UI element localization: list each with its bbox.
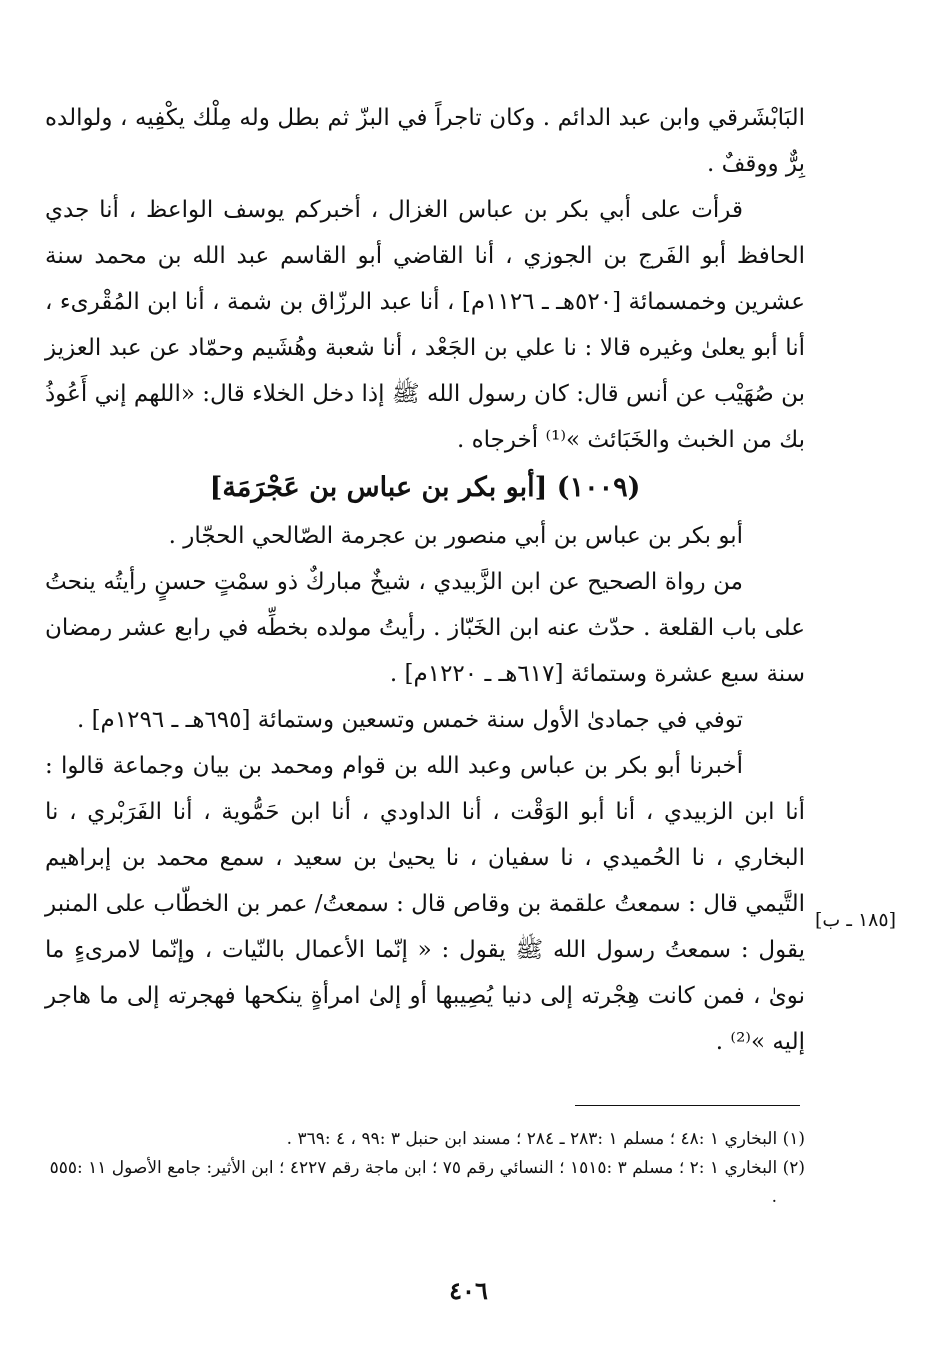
entry-biography: من رواة الصحيح عن ابن الزَّبيدي ، شيخٌ مباركٌ ذو سمْتٍ حسنٍ رأيتُه ينحتُ على باب القلعة . حدّث عنه ابن الخَبّاز . رأيتُ مولده بخطِّه في رابع عشر رمضان سنة سبع عشرة وستمائة [٦١٧هـ ـ ١٢٢٠م] . (45, 569, 805, 687)
footnotes (45, 1125, 805, 1212)
footnote-1: (١) البخاري ١ :٤٨ ؛ مسلم ١ :٢٨٣ ـ ٢٨٤ ؛ مسند ابن حنبل ٣ :٩٩ ، ٤ :٣٦٩ . (286, 1129, 805, 1149)
hadith-paragraph-1: قرأت على أبي بكر بن عباس الغزال ، أخبركم يوسف الواعظ ، أنا جدي الحافظ أبو الفَرج بن الجوزي ، أنا القاضي أبو القاسم عبد الله بن محمد سنة عشرين وخمسمائة [٥٢٠هـ ـ ١١٢٦م] ، أنا عبد الرزّاق بن شمة ، أنا ابن المُقْرىء ، أنا أبو يعلىٰ وغيره قالا : نا علي بن الجَعْد ، أنا شعبة وهُشَيم وحمّاد عن عبد العزيز بن صُهَيْب عن أنس قال: كان رسول الله ﷺ إذا دخل الخلاء قال: «اللهم إني أَعُوذُ بك من الخبث والخَبَائث »⁽¹⁾ أخرجاه . (45, 197, 805, 453)
entry-heading: (١٠٠٩) [أبو بكر بن عباس بن عَجْرَمَة] (209, 472, 641, 503)
footnote-separator (575, 1105, 800, 1106)
hadith-paragraph-2: أخبرنا أبو بكر بن عباس وعبد الله بن قوام ومحمد بن بيان وجماعة قالوا : أنا ابن الزبيدي ، أنا أبو الوَقْت ، أنا الداودي ، أنا ابن حَمُّوية ، أنا الفَرَبْري ، نا البخاري ، نا الحُميدي ، نا سفيان ، نا يحيىٰ بن سعيد ، سمع محمد بن إبراهيم التَّيمي قال : سمعتُ علقمة بن وقاص قال : سمعتُ/ عمر بن الخطّاب على المنبر يقول : سمعتُ رسول الله ﷺ يقول : « إنّما الأعمال بالنّيات ، وإنّما لامرىءٍ ما نوىٰ ، فمن كانت هِجْرته إلى دنيا يُصِيبها أو إلىٰ امرأةٍ ينكحها فهجرته إلى ما هاجر إليه »⁽²⁾ . (45, 753, 805, 1055)
manuscript-folio-marker: [١٨٥ ـ ب] (815, 909, 896, 931)
continuation-paragraph: البَابْشَرقي وابن عبد الدائم . وكان تاجراً في البزّ ثم بطل وله مِلْك يكْفِيه ، ولوالده بِرٌّ ووقفٌ . (45, 105, 805, 177)
entry-death-line: توفي في جمادىٰ الأول سنة خمس وتسعين وستمائة [٦٩٥هـ ـ ١٢٩٦م] . (76, 707, 743, 733)
entry-name-line: أبو بكر بن عباس بن أبي منصور بن عجرمة الصّالحي الحجّار . (168, 523, 743, 549)
footnote-2: (٢) البخاري ١ :٢ ؛ مسلم ٣ :١٥١٥ ؛ النسائي رقم ٧٥ ؛ ابن ماجة رقم ٤٢٢٧ ؛ ابن الأثير: جامع الأصول ١١ :٥٥٥ . (49, 1158, 805, 1207)
main-text (45, 95, 805, 1065)
page-number: ٤٠٦ (449, 1276, 488, 1305)
